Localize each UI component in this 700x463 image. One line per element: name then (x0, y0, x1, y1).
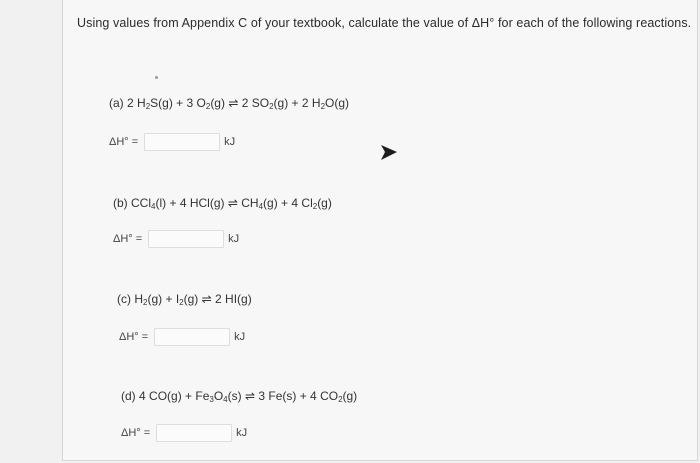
answer-row-c (119, 328, 245, 346)
reaction-a-rhs-2: + 2 $H_2O(g)$ (288, 96, 350, 111)
equilibrium-arrow-icon: ⇌ (227, 196, 238, 210)
reaction-c (117, 292, 252, 307)
reaction-d-lhs-2: $_4$(s) (223, 389, 242, 404)
delta-h-label: ΔH° = (121, 427, 151, 439)
delta-h-label: ΔH° = (109, 136, 139, 148)
reaction-d-rhs-1: 3 Fe(s) + 4 $CO_2(g)$ (258, 389, 358, 404)
reaction-a-label: (a) (109, 96, 124, 110)
reaction-d-lhs-1: 4 $CO(g) + Fe_3O$ (139, 389, 224, 404)
delta-h-label: ΔH° = (119, 331, 149, 343)
reaction-d (121, 389, 357, 404)
delta-h-label: ΔH° = (113, 233, 143, 245)
reaction-d-label: (d) (121, 389, 136, 403)
reaction-c-rhs-1: 2 HI(g) (215, 292, 252, 306)
answer-row-d (121, 424, 247, 442)
question-panel (62, 0, 698, 461)
unit-label: kJ (234, 331, 246, 343)
reaction-a (109, 96, 349, 111)
reaction-b-lhs-1: CCl$_4$(l) (131, 196, 167, 211)
answer-row-b (113, 230, 239, 248)
reaction-a-lhs-1: 2 $H_2S(g)$ (127, 96, 173, 111)
reaction-a-rhs-1: 2 $SO_2(g)$ (241, 96, 289, 111)
delta-h-input-a[interactable] (144, 133, 220, 151)
reaction-b-lhs-2: + 4 HCl(g) (166, 196, 225, 210)
equilibrium-arrow-icon: ⇌ (201, 292, 212, 306)
reaction-c-lhs-1: $H_2(g)$ (134, 292, 163, 307)
unit-label: kJ (224, 136, 236, 148)
reaction-c-lhs-2: + $I_2(g)$ (162, 292, 199, 307)
reaction-b (113, 196, 332, 211)
delta-h-input-b[interactable] (148, 230, 224, 248)
reaction-b-rhs-1: $CH_4(g)$ (241, 196, 278, 211)
question-text: Using values from Appendix C of your textbook, calculate the value of ΔH° for each of the following reactions. (77, 16, 692, 30)
unit-label: kJ (228, 233, 240, 245)
unit-label: kJ (236, 427, 248, 439)
stray-dot (155, 76, 158, 79)
mouse-pointer-icon (377, 142, 399, 164)
delta-h-input-c[interactable] (154, 328, 230, 346)
reaction-a-lhs-2: + 3 $O_2(g)$ (172, 96, 225, 111)
equilibrium-arrow-icon: ⇌ (244, 389, 256, 403)
reaction-c-label: (c) (117, 292, 131, 306)
reaction-b-rhs-2: + 4 $Cl_2(g)$ (277, 196, 332, 211)
answer-row-a (109, 133, 235, 151)
reaction-b-label: (b) (113, 196, 128, 210)
equilibrium-arrow-icon: ⇌ (228, 96, 239, 110)
delta-h-input-d[interactable] (156, 424, 232, 442)
